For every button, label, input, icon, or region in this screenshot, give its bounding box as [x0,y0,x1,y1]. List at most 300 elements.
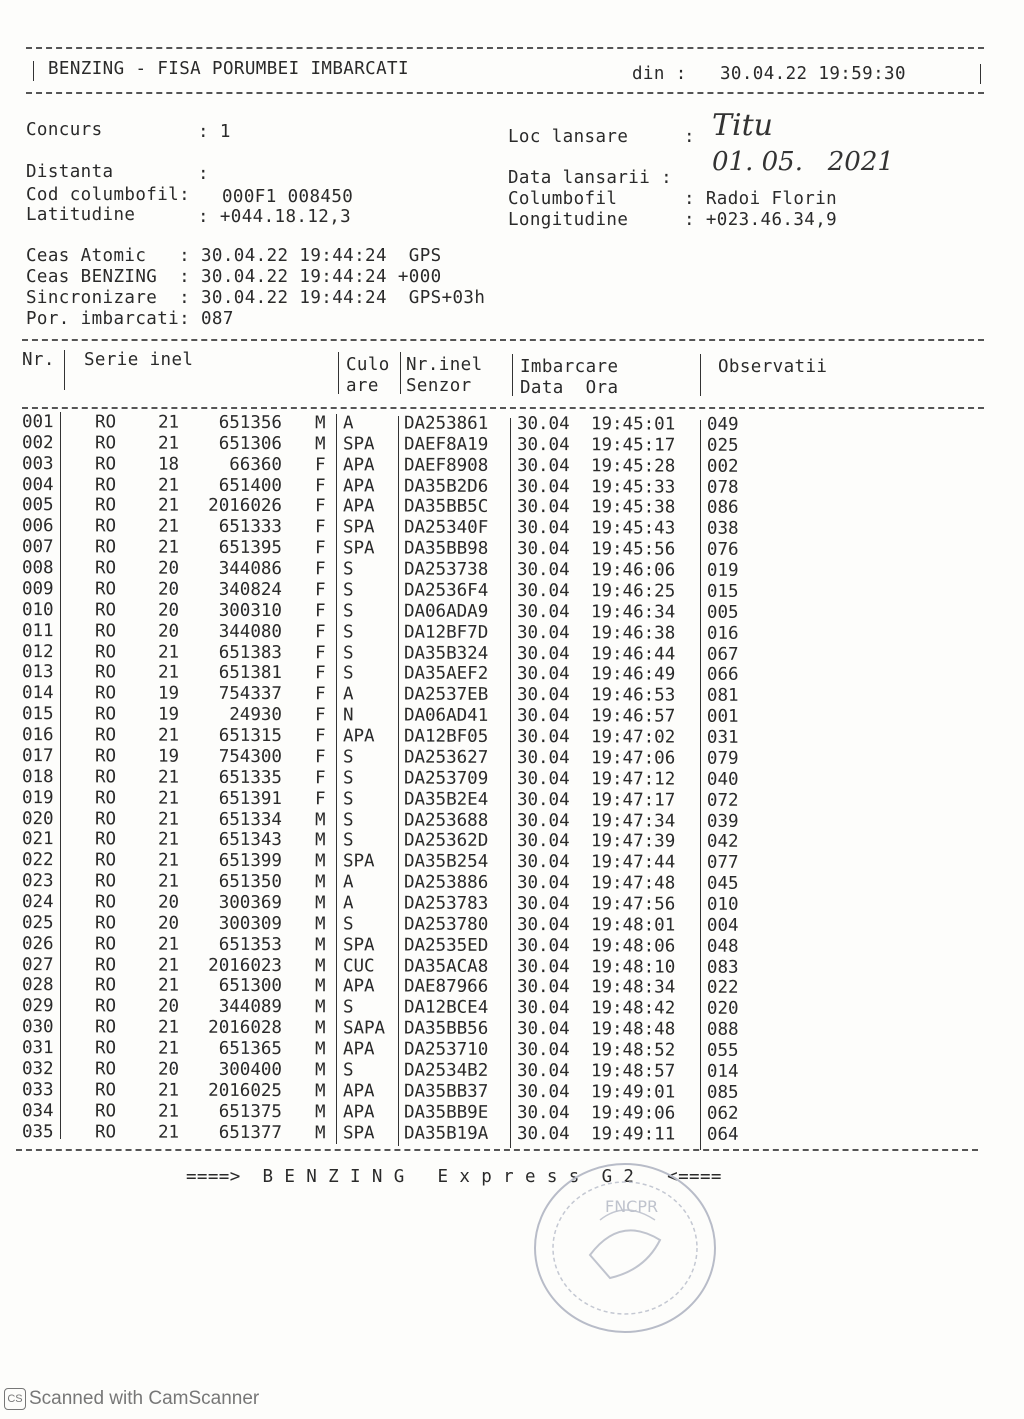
row-senzor: DA253627 [403,747,489,768]
row-country: RO [94,1017,117,1038]
row-culoare: APA [342,726,375,747]
row-year: 20 [157,1059,180,1080]
row-date: 30.04 [516,497,570,518]
row-time: 19:46:34 [590,602,676,623]
row-year: 21 [157,433,180,454]
row-time: 19:47:02 [590,727,676,748]
row-ring-number: 340824 [218,579,282,601]
row-time: 19:47:44 [590,852,676,873]
row-country: RO [94,600,117,621]
row-nr: 020 [21,808,54,829]
row-nr: 005 [21,495,54,516]
row-year: 20 [157,892,180,913]
row-senzor: DA12BF05 [403,726,489,747]
row-culoare: S [342,768,354,789]
row-time: 19:49:01 [590,1082,676,1103]
row-sex: F [314,663,326,684]
row-date: 30.04 [516,893,570,915]
row-ring-number: 66360 [229,454,282,475]
row-country: RO [94,1059,117,1080]
row-senzor: DA2536F4 [403,580,489,601]
sincronizare: Sincronizare : 30.04.22 19:44:24 GPS+03h [26,288,486,308]
row-nr: 025 [21,912,54,934]
row-nr: 013 [21,662,54,683]
row-nr: 030 [21,1017,54,1038]
row-senzor: DA253780 [403,914,489,935]
row-culoare: A [342,684,354,705]
din-value: 30.04.22 19:59:30 [720,64,906,84]
col-nr-inel: Nr.inel [406,355,483,375]
row-ring-number: 651343 [218,830,282,851]
row-sex: F [314,475,326,496]
row-date: 30.04 [516,1060,570,1082]
row-date: 30.04 [516,935,570,956]
row-culoare: S [342,642,354,663]
row-obs: 076 [706,539,739,561]
row-obs: 038 [706,519,739,540]
row-date: 30.04 [516,518,570,539]
row-senzor: DA12BCE4 [403,997,489,1019]
row-ring-number: 651375 [218,1101,282,1122]
row-date: 30.04 [516,580,570,602]
row-date: 30.04 [516,539,570,560]
row-country: RO [94,954,117,976]
columbofil-value: : Radoi Florin [684,189,838,209]
row-nr: 012 [21,641,54,662]
row-obs: 031 [706,727,739,748]
row-sex: F [314,684,326,705]
row-country: RO [94,1101,117,1122]
row-year: 21 [157,537,180,558]
row-sex: F [314,538,326,559]
camscanner-text: Scanned with CamScanner [29,1388,260,1410]
data-lansarii-label: Data lansarii : [508,168,673,188]
header-right-bar [980,64,981,84]
row-obs: 042 [706,832,739,853]
row-year: 21 [157,516,180,538]
row-nr: 009 [21,579,54,600]
row-culoare: A [342,893,354,914]
row-sex: F [314,559,326,580]
row-ring-number: 344080 [218,621,282,642]
row-sex: M [314,851,326,872]
row-ring-number: 651391 [218,788,282,809]
row-senzor: DA253709 [403,768,489,789]
row-year: 20 [157,996,180,1018]
ceas-benzing: Ceas BENZING : 30.04.22 19:44:24 +000 [26,267,442,287]
row-culoare: S [342,997,354,1018]
row-year: 21 [157,829,180,851]
row-year: 21 [157,725,180,746]
row-date: 30.04 [516,1040,570,1061]
row-country: RO [94,1121,117,1143]
row-date: 30.04 [516,413,570,435]
row-senzor: DA25340F [403,517,489,539]
row-nr: 011 [21,620,54,641]
row-year: 21 [157,475,180,496]
row-time: 19:46:49 [590,664,676,686]
row-nr: 016 [21,725,54,746]
row-culoare: N [342,705,354,726]
por-imbarcati: Por. imbarcati: 087 [26,309,234,329]
row-time: 19:47:17 [590,789,676,811]
row-obs: 039 [706,811,739,832]
row-obs: 040 [706,769,739,790]
col-nr: Nr. [22,350,55,370]
row-culoare: S [342,914,354,935]
row-country: RO [94,996,117,1017]
row-date: 30.04 [516,1123,570,1144]
col-observatii: Observatii [718,357,828,377]
table-header-bottom-border [22,407,984,409]
row-culoare: APA [342,1039,375,1060]
row-ring-number: 651383 [218,642,282,663]
row-nr: 002 [21,432,54,454]
row-senzor: DA35BB5C [403,497,489,518]
table-bottom-border [16,1149,978,1151]
row-obs: 014 [706,1061,739,1082]
row-culoare: S [342,788,354,810]
row-ring-number: 651334 [218,809,282,830]
row-ring-number: 300369 [218,892,282,914]
row-date: 30.04 [516,789,570,810]
row-ring-number: 651333 [218,517,282,538]
row-nr: 029 [21,996,54,1017]
row-culoare: SPA [342,538,375,559]
col-culo: Culo [346,355,390,375]
row-culoare: S [342,622,354,643]
row-obs: 025 [706,435,739,456]
row-time: 19:47:48 [590,873,676,894]
row-ring-number: 300310 [218,600,282,621]
row-nr: 033 [21,1079,54,1101]
row-sex: M [314,872,326,893]
row-country: RO [94,662,117,683]
col-senzor: Senzor [406,376,472,396]
row-date: 30.04 [516,852,570,873]
row-culoare: APA [342,1081,375,1102]
row-obs: 010 [706,894,739,915]
row-senzor: DA06AD41 [403,705,489,727]
row-culoare: SPA [342,851,375,872]
row-senzor: DA35B324 [403,643,489,664]
row-senzor: DA25362D [403,830,489,852]
row-senzor: DA35B2D6 [403,476,489,497]
row-date: 30.04 [516,873,570,894]
row-senzor: DA12BF7D [403,622,489,643]
row-date: 30.04 [516,476,570,497]
row-country: RO [94,829,117,850]
row-obs: 015 [706,581,739,602]
row-sex: M [314,934,326,955]
row-year: 21 [157,767,180,788]
hdr-sep-2 [338,352,339,394]
row-time: 19:45:17 [590,435,676,456]
row-obs: 083 [706,957,739,978]
row-sex: M [314,893,326,914]
row-senzor: DA35BB9E [403,1102,489,1123]
header-top-border [26,47,984,49]
row-sex: F [314,580,326,601]
row-date: 30.04 [516,747,570,769]
row-ring-number: 651400 [218,475,282,496]
row-sex: F [314,726,326,747]
row-nr: 021 [21,829,54,850]
row-sex: M [314,413,326,434]
row-ring-number: 24930 [229,705,282,726]
col-data-ora: Data Ora [520,378,619,398]
row-time: 19:46:25 [590,581,676,602]
row-time: 19:48:57 [590,1061,676,1082]
row-nr: 026 [21,933,54,954]
row-culoare: S [342,809,354,830]
row-ring-number: 651356 [218,412,282,434]
row-senzor: DA35BB98 [403,538,489,560]
distanta-label: Distanta [26,162,114,182]
header-bottom-border [26,92,984,94]
row-country: RO [94,454,117,475]
concurs-value: : 1 [198,122,231,142]
row-ring-number: 651306 [218,433,282,454]
row-sex: M [314,1081,326,1102]
row-country: RO [94,412,117,433]
row-obs: 045 [706,873,739,894]
row-year: 21 [157,934,180,955]
row-ring-number: 651315 [218,725,282,747]
row-year: 21 [157,1080,180,1101]
row-sex: F [314,517,326,538]
longitudine-value: : +023.46.34,9 [684,210,838,230]
row-nr: 024 [21,892,54,913]
row-sex: M [314,830,326,851]
row-senzor: DA35B254 [403,851,489,873]
row-year: 19 [157,704,180,725]
row-date: 30.04 [516,706,570,727]
row-time: 19:45:33 [590,476,676,498]
row-culoare: CUC [342,955,375,977]
row-senzor: DA06ADA9 [403,601,489,622]
row-nr: 035 [21,1121,54,1142]
row-obs: 077 [706,852,739,874]
row-sex: M [314,809,326,830]
row-sex: M [314,1122,326,1143]
row-nr: 019 [21,787,54,808]
lat-value: : +044.18.12,3 [198,207,352,227]
row-culoare: SPA [342,1122,375,1144]
row-culoare: S [342,1060,354,1081]
row-country: RO [94,641,117,663]
row-time: 19:48:10 [590,956,676,978]
row-sex: M [314,997,326,1018]
row-culoare: S [342,580,354,601]
row-ring-number: 651395 [218,538,282,559]
row-ring-number: 2016025 [208,1080,282,1101]
row-sex: M [314,1060,326,1081]
row-sex: F [314,705,326,726]
row-nr: 031 [21,1038,54,1059]
row-time: 19:49:11 [590,1123,676,1145]
row-year: 20 [157,913,180,934]
row-ring-number: 344086 [218,558,282,580]
row-senzor: DA2535ED [403,935,489,956]
row-culoare: SAPA [342,1018,386,1039]
row-culoare: APA [342,496,375,517]
row-sex: F [314,496,326,517]
row-obs: 048 [706,936,739,957]
row-year: 20 [157,600,180,621]
row-obs: 019 [706,560,739,581]
row-obs: 049 [706,414,739,435]
row-nr: 015 [21,704,54,725]
row-year: 21 [157,809,180,830]
row-obs: 062 [706,1103,739,1124]
row-culoare: SPA [342,434,375,455]
row-nr: 027 [21,954,54,975]
row-year: 21 [157,871,180,892]
row-sex: M [314,914,326,935]
loc-label: Loc lansare [508,127,629,147]
row-culoare: APA [342,976,375,997]
row-country: RO [94,975,117,996]
footer-benzing-express: ====> B E N Z I N G E x p r e s s G 2 <==== [186,1167,722,1187]
table-header-top-border [22,339,984,341]
row-ring-number: 651350 [218,871,282,893]
row-date: 30.04 [516,831,570,852]
row-obs: 086 [706,498,739,519]
row-sex: F [314,642,326,663]
row-time: 19:48:01 [590,915,676,936]
row-country: RO [94,621,117,642]
camscanner-watermark [4,1388,259,1410]
row-ring-number: 300309 [218,913,282,934]
row-obs: 078 [706,477,739,498]
row-culoare: SPA [342,935,375,956]
row-culoare: APA [342,455,375,476]
row-obs: 067 [706,644,739,665]
row-country: RO [94,850,117,871]
row-time: 19:45:43 [590,518,676,539]
row-year: 21 [157,496,180,517]
row-sex: F [314,601,326,622]
row-date: 30.04 [516,1102,570,1123]
row-time: 19:47:56 [590,894,676,915]
row-senzor: DAEF8A19 [403,434,489,455]
row-nr: 032 [21,1059,54,1080]
row-nr: 007 [21,537,54,558]
row-senzor: DA35B2E4 [403,789,489,810]
row-date: 30.04 [516,956,570,977]
row-nr: 004 [21,474,54,495]
row-country: RO [94,913,117,934]
row-sex: M [314,434,326,455]
row-culoare: A [342,413,354,434]
row-senzor: DA253783 [403,893,489,914]
row-country: RO [94,788,117,809]
row-culoare: SPA [342,517,375,538]
row-country: RO [94,495,117,516]
row-nr: 022 [21,850,54,871]
row-date: 30.04 [516,914,570,936]
row-date: 30.04 [516,643,570,664]
row-year: 19 [157,683,180,704]
row-date: 30.04 [516,685,570,706]
row-date: 30.04 [516,622,570,643]
din-label: din : [632,64,687,84]
row-time: 19:45:38 [590,497,676,519]
camscanner-logo-icon: CS [4,1388,26,1410]
row-senzor: DA35BB37 [403,1081,489,1102]
row-obs: 079 [706,748,739,769]
row-date: 30.04 [516,810,570,831]
row-time: 19:48:42 [590,998,676,1019]
row-year: 21 [157,663,180,684]
row-year: 20 [157,621,180,642]
row-obs: 004 [706,915,739,936]
row-time: 19:48:06 [590,936,676,957]
row-time: 19:47:34 [590,810,676,832]
header-left-bar [33,61,34,81]
row-obs: 016 [706,623,739,644]
row-senzor: DA2534B2 [403,1060,489,1081]
row-senzor: DA35BB56 [403,1018,489,1040]
row-obs: 064 [706,1124,739,1145]
row-senzor: DA253886 [403,872,489,893]
row-sex: F [314,767,326,789]
row-time: 19:48:48 [590,1019,676,1040]
row-time: 19:47:06 [590,748,676,769]
row-nr: 014 [21,683,54,704]
concurs-label: Concurs [26,120,103,140]
row-culoare: S [342,663,354,684]
row-year: 21 [157,955,180,976]
row-ring-number: 651335 [218,767,282,788]
row-ring-number: 344089 [218,997,282,1018]
row-nr: 003 [21,453,54,474]
row-sex: M [314,1018,326,1039]
row-country: RO [94,808,117,829]
col-serie-inel: Serie inel [84,350,194,370]
hdr-sep-3 [400,352,401,394]
row-ring-number: 2016023 [208,955,282,976]
distanta-value: : [198,164,209,184]
row-obs: 066 [706,665,739,686]
row-senzor: DA253688 [403,810,489,831]
row-nr: 001 [21,412,54,433]
row-sex: M [314,976,326,997]
row-sex: F [314,747,326,768]
row-time: 19:48:34 [590,977,676,999]
row-sex: F [314,788,326,809]
row-obs: 005 [706,602,739,623]
row-culoare: APA [342,1102,375,1123]
row-year: 21 [157,1038,180,1059]
row-year: 20 [157,579,180,600]
row-sex: M [314,1101,326,1122]
loc-handwritten: Titu [712,108,773,143]
row-time: 19:46:57 [590,706,676,727]
row-ring-number: 754300 [218,746,282,767]
row-date: 30.04 [516,455,570,476]
row-year: 21 [157,788,180,809]
row-country: RO [94,871,117,892]
row-culoare: S [342,601,354,622]
row-obs: 072 [706,790,739,811]
row-date: 30.04 [516,601,570,623]
loc-sep: : [684,127,695,147]
longitudine-label: Longitudine [508,210,629,230]
row-ring-number: 2016028 [208,1018,282,1039]
row-year: 21 [157,1017,180,1038]
